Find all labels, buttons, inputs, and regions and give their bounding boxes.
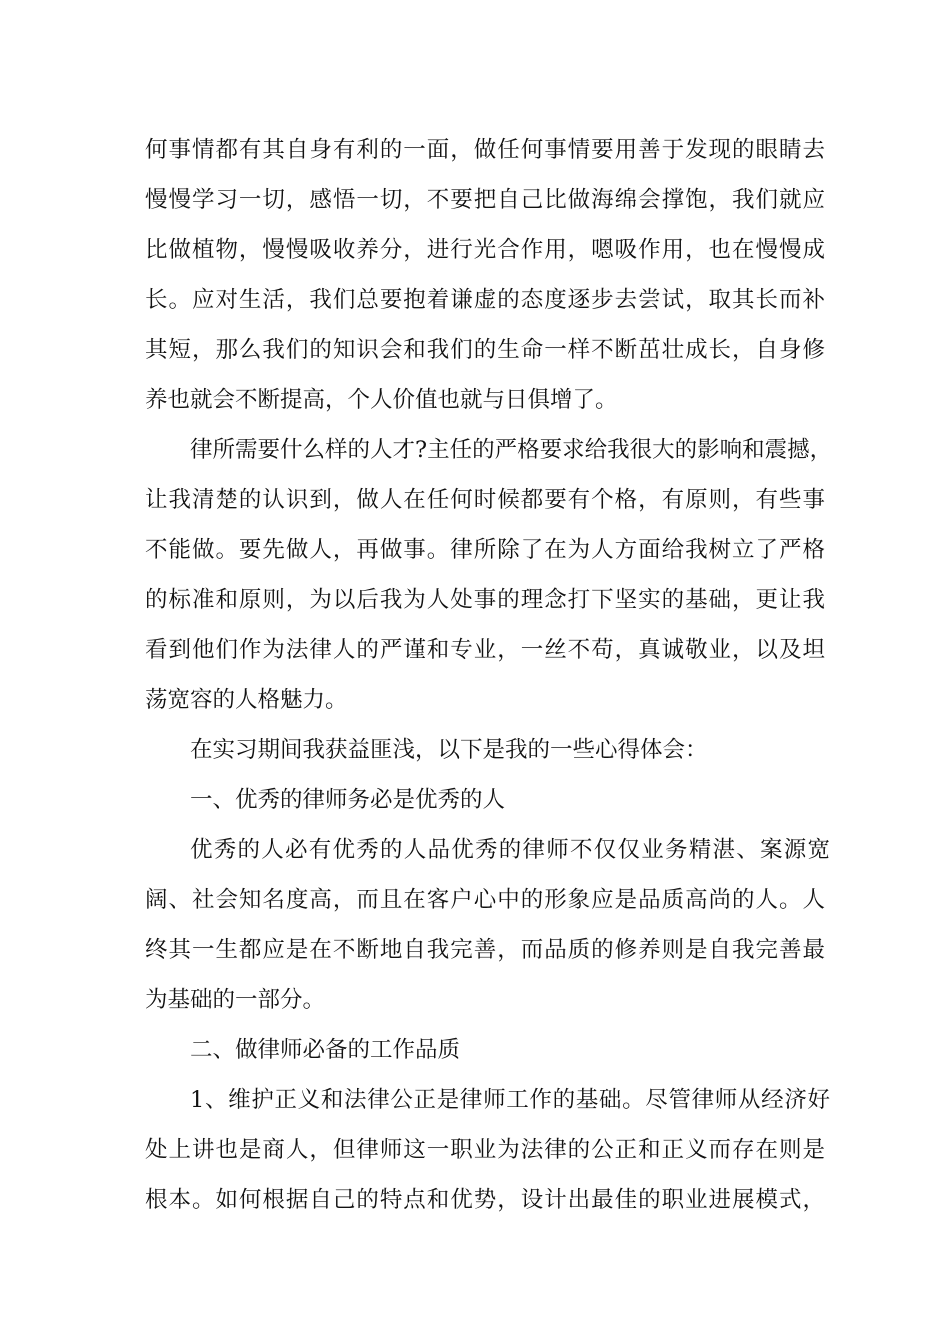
text-line: 养也就会不断提高，个人价值也就与日俱增了。 (145, 387, 618, 413)
text-line: 慢慢学习一切，感悟一切，不要把自己比做海绵会撑饱，我们就应 (145, 187, 825, 213)
paragraph-first-line: 在实习期间我获益匪浅，以下是我的一些心得体会： (190, 737, 708, 763)
paragraph-first-line: 优秀的人必有优秀的人品优秀的律师不仅仅业务精湛、案源宽 (190, 837, 830, 863)
paragraph-first-line: 律所需要什么样的人才?主任的严格要求给我很大的影响和震撼， (190, 437, 833, 463)
text-line: 比做植物，慢慢吸收养分，进行光合作用，嗯吸作用，也在慢慢成 (145, 237, 825, 263)
section-heading: 一、优秀的律师务必是优秀的人 (190, 787, 506, 813)
text-line: 长。应对生活，我们总要抱着谦虚的态度逐步去尝试，取其长而补 (145, 287, 825, 313)
text-line: 终其一生都应是在不断地自我完善，而品质的修养则是自我完善最 (145, 937, 825, 963)
text-line: 其短，那么我们的知识会和我们的生命一样不断茁壮成长，自身修 (145, 337, 825, 363)
text-line: 荡宽容的人格魅力。 (145, 687, 348, 713)
text-line: 不能做。要先做人，再做事。律所除了在为人方面给我树立了严格 (145, 537, 825, 563)
paragraph-first-line: 1、维护正义和法律公正是律师工作的基础。尽管律师从经济好 (190, 1087, 830, 1113)
text-line: 为基础的一部分。 (145, 987, 326, 1013)
text-line: 何事情都有其自身有利的一面，做任何事情要用善于发现的眼睛去 (145, 137, 825, 163)
text-line: 阔、社会知名度高，而且在客户心中的形象应是品质高尚的人。人 (145, 887, 825, 913)
section-heading: 二、做律师必备的工作品质 (190, 1037, 461, 1063)
text-line: 处上讲也是商人，但律师这一职业为法律的公正和正义而存在则是 (145, 1137, 825, 1163)
text-line: 让我清楚的认识到，做人在任何时候都要有个格，有原则，有些事 (145, 487, 825, 513)
text-line: 根本。如何根据自己的特点和优势，设计出最佳的职业进展模式， (145, 1187, 825, 1213)
text-line: 的标准和原则，为以后我为人处事的理念打下坚实的基础，更让我 (145, 587, 825, 613)
text-line: 看到他们作为法律人的严谨和专业，一丝不苟，真诚敬业，以及坦 (145, 637, 825, 663)
